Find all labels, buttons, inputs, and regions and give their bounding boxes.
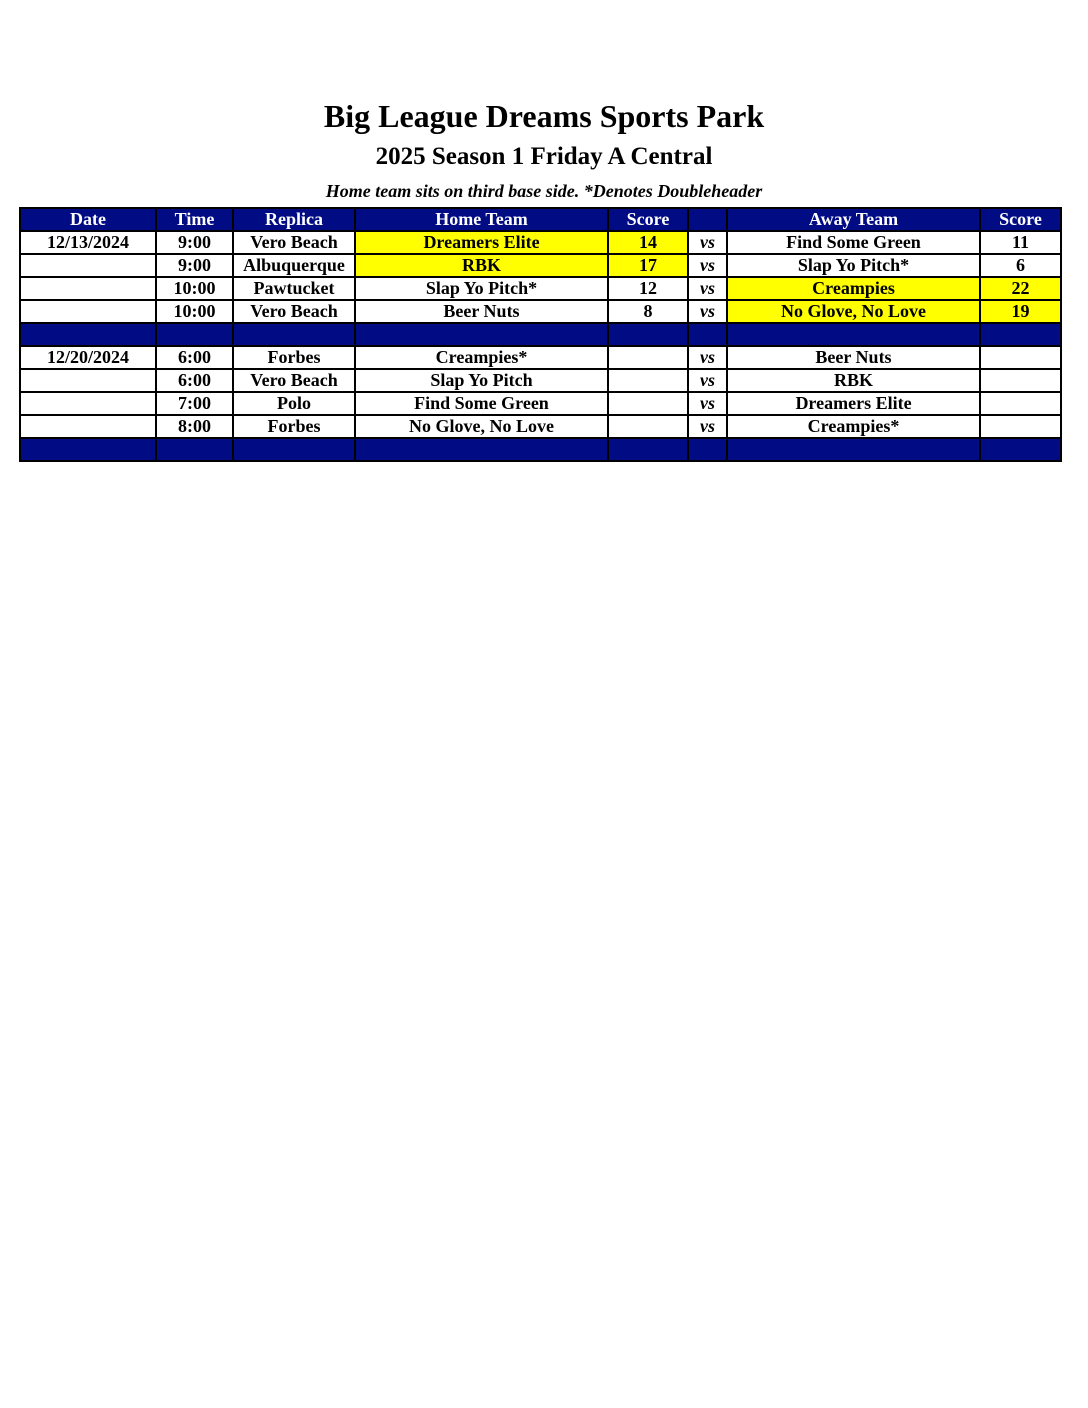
- home-team-cell: Find Some Green: [355, 392, 608, 415]
- replica-cell: Vero Beach: [233, 231, 355, 254]
- game-row: [20, 277, 1061, 300]
- col-header-away-team: Away Team: [727, 208, 980, 231]
- separator-cell: [355, 438, 608, 461]
- away-score-cell: 11: [980, 231, 1061, 254]
- game-row: [20, 300, 1061, 323]
- away-score-cell: [980, 346, 1061, 369]
- home-team-cell: Dreamers Elite: [355, 231, 608, 254]
- time-cell: 10:00: [156, 277, 233, 300]
- away-team-cell: RBK: [727, 369, 980, 392]
- separator-row: [20, 438, 1061, 461]
- time-cell: 6:00: [156, 346, 233, 369]
- separator-cell: [608, 438, 688, 461]
- time-cell: 10:00: [156, 300, 233, 323]
- home-team-cell: No Glove, No Love: [355, 415, 608, 438]
- game-row: [20, 415, 1061, 438]
- separator-cell: [20, 323, 156, 346]
- date-cell: 12/20/2024: [20, 346, 156, 369]
- away-score-cell: [980, 392, 1061, 415]
- replica-cell: Albuquerque: [233, 254, 355, 277]
- date-cell: [20, 415, 156, 438]
- home-score-cell: 14: [608, 231, 688, 254]
- vs-cell: vs: [688, 346, 727, 369]
- vs-cell: vs: [688, 369, 727, 392]
- vs-cell: vs: [688, 277, 727, 300]
- away-team-cell: Slap Yo Pitch*: [727, 254, 980, 277]
- separator-cell: [355, 323, 608, 346]
- replica-cell: Pawtucket: [233, 277, 355, 300]
- game-row: [20, 231, 1061, 254]
- separator-cell: [608, 323, 688, 346]
- separator-cell: [233, 438, 355, 461]
- away-team-cell: No Glove, No Love: [727, 300, 980, 323]
- home-team-cell: Slap Yo Pitch*: [355, 277, 608, 300]
- separator-cell: [688, 438, 727, 461]
- replica-cell: Forbes: [233, 415, 355, 438]
- separator-cell: [20, 438, 156, 461]
- away-team-cell: Dreamers Elite: [727, 392, 980, 415]
- replica-cell: Vero Beach: [233, 300, 355, 323]
- col-header-home-score: Score: [608, 208, 688, 231]
- col-header-date: Date: [20, 208, 156, 231]
- home-score-cell: [608, 346, 688, 369]
- game-row: [20, 392, 1061, 415]
- home-team-cell: RBK: [355, 254, 608, 277]
- separator-cell: [980, 323, 1061, 346]
- col-header-vs: [688, 208, 727, 231]
- schedule-body: [20, 231, 1061, 461]
- header-row: [20, 208, 1061, 231]
- col-header-time: Time: [156, 208, 233, 231]
- date-cell: [20, 392, 156, 415]
- away-team-cell: Creampies: [727, 277, 980, 300]
- date-cell: [20, 277, 156, 300]
- home-score-cell: [608, 415, 688, 438]
- home-score-cell: [608, 392, 688, 415]
- away-score-cell: 6: [980, 254, 1061, 277]
- away-team-cell: Find Some Green: [727, 231, 980, 254]
- vs-cell: vs: [688, 415, 727, 438]
- replica-cell: Forbes: [233, 346, 355, 369]
- col-header-replica: Replica: [233, 208, 355, 231]
- separator-row: [20, 323, 1061, 346]
- date-cell: [20, 369, 156, 392]
- separator-cell: [156, 323, 233, 346]
- time-cell: 8:00: [156, 415, 233, 438]
- vs-cell: vs: [688, 392, 727, 415]
- time-cell: 9:00: [156, 231, 233, 254]
- away-team-cell: Beer Nuts: [727, 346, 980, 369]
- vs-cell: vs: [688, 231, 727, 254]
- separator-cell: [233, 323, 355, 346]
- replica-cell: Vero Beach: [233, 369, 355, 392]
- time-cell: 7:00: [156, 392, 233, 415]
- away-team-cell: Creampies*: [727, 415, 980, 438]
- home-score-cell: [608, 369, 688, 392]
- home-score-cell: 17: [608, 254, 688, 277]
- home-team-cell: Beer Nuts: [355, 300, 608, 323]
- game-row: [20, 254, 1061, 277]
- away-score-cell: [980, 415, 1061, 438]
- away-score-cell: [980, 369, 1061, 392]
- date-cell: 12/13/2024: [20, 231, 156, 254]
- separator-cell: [727, 438, 980, 461]
- separator-cell: [688, 323, 727, 346]
- page-title: Big League Dreams Sports Park: [323, 98, 765, 134]
- home-score-cell: 8: [608, 300, 688, 323]
- time-cell: 9:00: [156, 254, 233, 277]
- home-team-cell: Creampies*: [355, 346, 608, 369]
- away-score-cell: 22: [980, 277, 1061, 300]
- game-row: [20, 346, 1061, 369]
- date-cell: [20, 300, 156, 323]
- separator-cell: [727, 323, 980, 346]
- home-team-cell: Slap Yo Pitch: [355, 369, 608, 392]
- replica-cell: Polo: [233, 392, 355, 415]
- game-row: [20, 369, 1061, 392]
- page-subtitle: 2025 Season 1 Friday A Central: [375, 143, 713, 170]
- away-score-cell: 19: [980, 300, 1061, 323]
- separator-cell: [980, 438, 1061, 461]
- schedule-table: [19, 207, 1062, 462]
- home-score-cell: 12: [608, 277, 688, 300]
- separator-cell: [156, 438, 233, 461]
- page-note: Home team sits on third base side. *Denotes Doubleheader: [325, 181, 763, 201]
- col-header-home-team: Home Team: [355, 208, 608, 231]
- vs-cell: vs: [688, 254, 727, 277]
- date-cell: [20, 254, 156, 277]
- vs-cell: vs: [688, 300, 727, 323]
- col-header-away-score: Score: [980, 208, 1061, 231]
- time-cell: 6:00: [156, 369, 233, 392]
